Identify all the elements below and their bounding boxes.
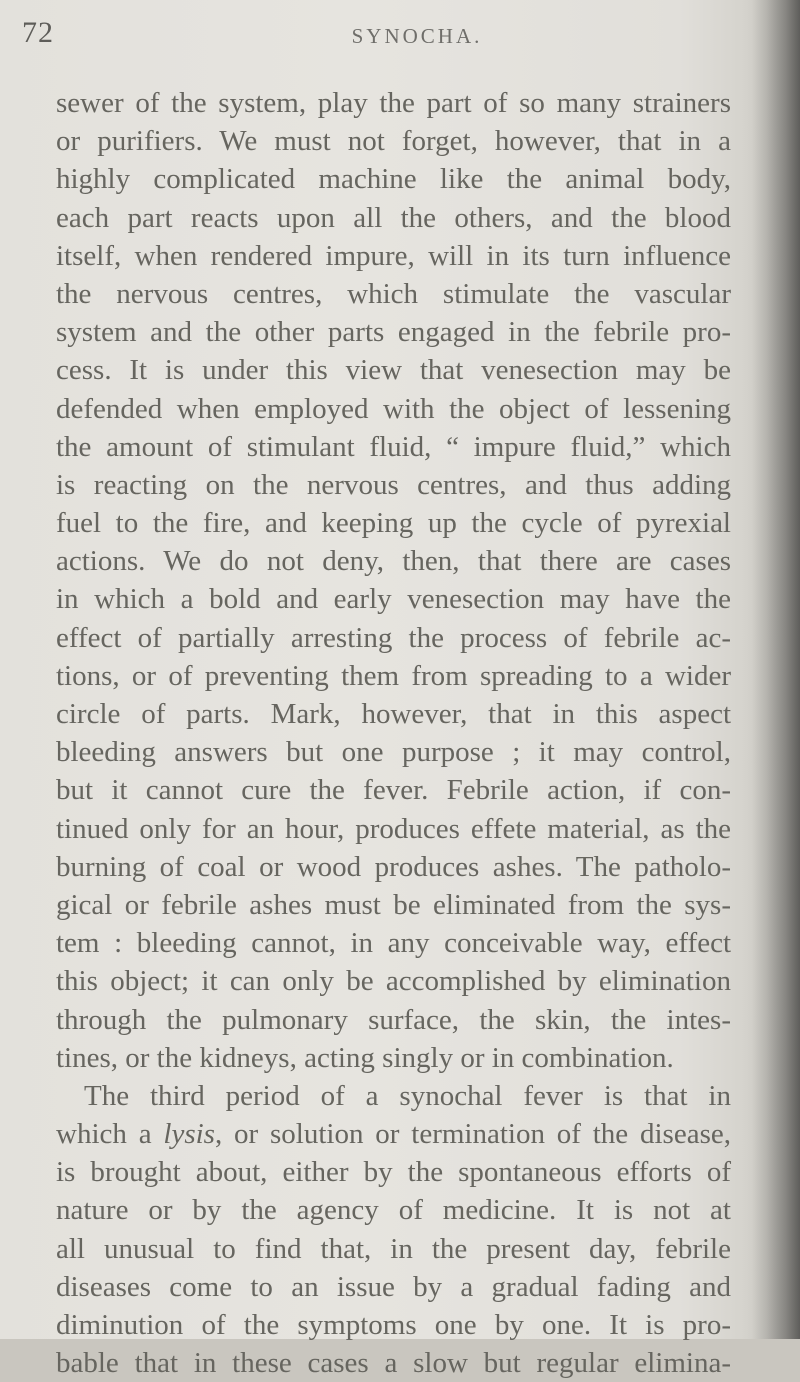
text-line: all unusual to find that, in the present day, febrile	[56, 1232, 731, 1265]
text-line: nature or by the agency of medicine. It is not at	[56, 1194, 731, 1227]
text-line: each part reacts upon all the others, and the blood	[56, 201, 731, 234]
text-fragment: , or solution or termination of the disease,	[214, 1118, 731, 1151]
text-line: cess. It is under this view that venesection may be	[56, 354, 731, 387]
text-line: tinued only for an hour, produces effete material, as the	[56, 812, 731, 845]
binding-shadow	[752, 0, 800, 1339]
text-line: diminution of the symptoms one by one. It is pro-	[56, 1309, 731, 1341]
text-line: fuel to the fire, and keeping up the cycle of pyrexial	[56, 507, 731, 540]
running-head: SYNOCHA.	[351, 24, 483, 48]
text-line: diseases come to an issue by a gradual fading and	[56, 1270, 731, 1303]
text-fragment: which a	[56, 1118, 164, 1151]
page-number: 72	[22, 16, 54, 49]
text-line: actions. We do not deny, then, that there are cases	[56, 545, 731, 578]
text-line: gical or febrile ashes must be eliminated from the sys-	[56, 888, 731, 921]
text-line: this object; it can only be accomplished by elimination	[56, 965, 731, 998]
text-line: bable that in these cases a slow but regular elimina-	[56, 1347, 731, 1380]
text-line: highly complicated machine like the animal body,	[56, 163, 731, 196]
text-line: itself, when rendered impure, will in its turn influence	[56, 239, 731, 272]
text-line: tines, or the kidneys, acting singly or in combination.	[56, 1041, 674, 1074]
text-line: in which a bold and early venesection may have the	[56, 583, 731, 616]
text-line: burning of coal or wood produces ashes. The patholo-	[56, 850, 731, 883]
text-line: defended when employed with the object of lessening	[56, 392, 731, 425]
text-line: is reacting on the nervous centres, and thus adding	[56, 468, 731, 501]
text-line: effect of partially arresting the process of febrile ac-	[56, 621, 731, 654]
italic-term: lysis	[163, 1118, 215, 1151]
text-line: system and the other parts engaged in the febrile pro-	[56, 316, 731, 349]
text-line: circle of parts. Mark, however, that in this aspect	[56, 698, 731, 730]
text-line: but it cannot cure the fever. Febrile action, if con-	[56, 774, 731, 807]
text-line-with-italic	[56, 1115, 731, 1153]
paragraph-start-line: The third period of a synochal fever is that in	[84, 1079, 731, 1112]
page-header	[22, 12, 742, 52]
text-line: the amount of stimulant fluid, “ impure fluid,” which	[56, 430, 731, 463]
text-line: sewer of the system, play the part of so many strainers	[56, 87, 731, 119]
text-line: the nervous centres, which stimulate the vascular	[56, 277, 731, 310]
text-line: is brought about, either by the spontaneous efforts of	[56, 1156, 731, 1189]
text-line: tions, or of preventing them from spreading to a wider	[56, 659, 731, 692]
text-line: or purifiers. We must not forget, however, that in a	[56, 125, 731, 158]
text-line: bleeding answers but one purpose ; it may control,	[56, 736, 731, 769]
text-line: through the pulmonary surface, the skin, the intes-	[56, 1003, 731, 1036]
body-text	[56, 84, 731, 1382]
text-line: tem : bleeding cannot, in any conceivable way, effect	[56, 927, 731, 960]
